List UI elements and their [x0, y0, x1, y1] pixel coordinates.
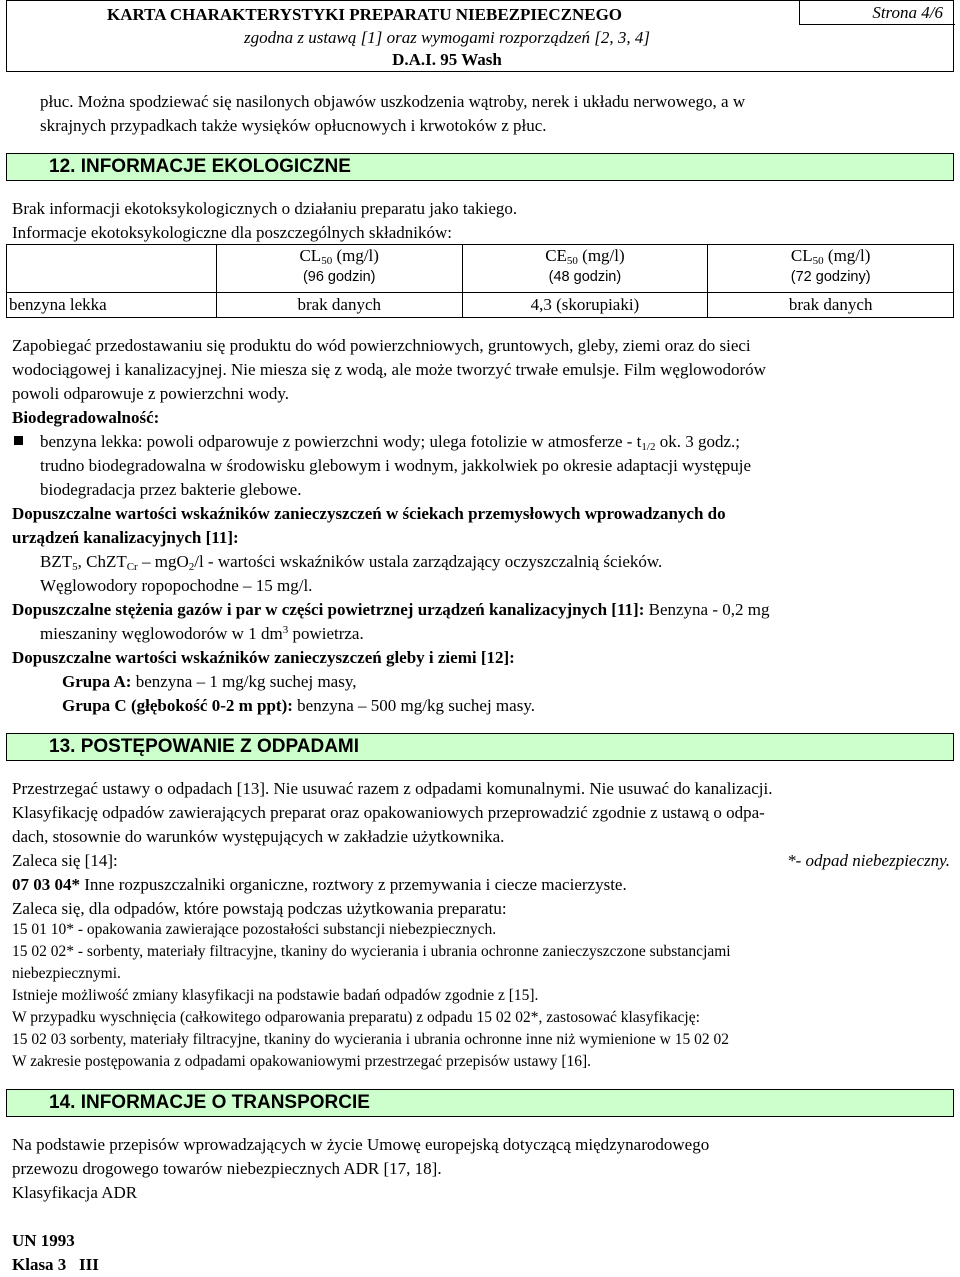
product-name: D.A.I. 95 Wash [392, 50, 502, 69]
section-13-heading: 13. POSTĘPOWANIE Z ODPADAMI [6, 733, 954, 761]
table-header-cl96: $CL_{50}$ (mg/l) (96 godzin) [216, 245, 462, 293]
bio-line-1: benzyna lekka: powoli odparowuje z powierzchni wody; ulega fotolizie w atmosferze - $t_{1/2}$ ok. 3 godz.; [40, 432, 740, 453]
s14-line-2: przewozu drogowego towarów niebezpiecznych ADR [17, 18]. [12, 1159, 442, 1178]
s13-line-3: dach, stosownie do warunków występujących w zakładzie użytkownika. [12, 827, 505, 846]
document-subtitle: zgodna z ustawą [1] oraz wymogami rozporządzeń [2, 3, 4] [243, 28, 650, 47]
limits-heading-1: Dopuszczalne wartości wskaźników zanieczyszczeń w ściekach przemysłowych wprowadzanych do [12, 504, 726, 523]
table-cell-value: 4,3 (skorupiaki) [462, 293, 708, 318]
s12-paragraph-2: Informacje ekotoksykologiczne dla poszczególnych składników: [12, 223, 452, 242]
s12-paragraph-1: Brak informacji ekotoksykologicznych o działaniu preparatu jako takiego. [12, 199, 518, 218]
hydrocarbons-line: Węglowodory ropopochodne – 15 mg/l. [40, 576, 313, 595]
s12-paragraph-3: wodociągowej i kanalizacyjnej. Nie miesza się z wodą, ale może tworzyć trwałe emulsje. Film węglowodorów [12, 360, 766, 379]
table-row [7, 293, 954, 318]
table-header-cl72: $CL_{50}$ (mg/l) (72 godziny) [708, 245, 954, 293]
table-cell-value: brak danych [708, 293, 954, 318]
s13-recommend-2: Zaleca się, dla odpadów, które powstają podczas użytkowania preparatu: [12, 899, 507, 918]
intro-line-2: skrajnych przypadkach także wysięków opłucnowych i krwotoków z płuc. [40, 116, 547, 135]
document-title: KARTA CHARAKTERYSTYKI PREPARATU NIEBEZPIECZNEGO [107, 5, 623, 24]
ecotox-table [6, 244, 954, 318]
waste-code-line: 07 03 04* Inne rozpuszczalniki organiczne, roztwory z przemywania i ciecze macierzyste. [12, 875, 627, 894]
square-bullet-icon [14, 436, 23, 445]
group-a-line: Grupa A: benzyna – 1 mg/kg suchej masy, [62, 672, 357, 691]
hazardous-waste-note: *- odpad niebezpieczny. [787, 851, 950, 870]
s13-small-7: W zakresie postępowania z odpadami opakowaniowymi przestrzegać przepisów ustawy [16]. [12, 1053, 592, 1070]
table-header-empty [7, 245, 217, 293]
s13-line-2: Klasyfikację odpadów zawierających preparat oraz opakowaniowych przeprowadzić zgodnie z ustawą o odpa- [12, 803, 765, 822]
section-14-heading: 14. INFORMACJE O TRANSPORCIE [6, 1089, 954, 1117]
intro-line-1: płuc. Można spodziewać się nasilonych objawów uszkodzenia wątroby, nerek i układu nerwowego, a w [40, 92, 746, 111]
bzt-line: $BZT_5$, ChZT$_{Cr}$ – mgO$_2$/l - wartości wskaźników ustala zarządzający oczyszczalnią ścieków. [40, 552, 663, 573]
limits-soil-heading: Dopuszczalne wartości wskaźników zanieczyszczeń gleby i ziemi [12]: [12, 648, 515, 667]
limits-gas-line-2: mieszaniny węglowodorów w 1 $dm^3$ powietrza. [40, 624, 364, 643]
biodegradability-heading: Biodegradowalność: [12, 408, 160, 427]
s13-small-2: 15 02 02* - sorbenty, materiały filtracyjne, tkaniny do wycierania i ubrania ochronne zanieczyszczone substancjami [12, 943, 731, 960]
table-cell-value: brak danych [216, 293, 462, 318]
group-c-line: Grupa C (głębokość 0-2 m ppt): benzyna – 500 mg/kg suchej masy. [62, 696, 535, 715]
bio-line-2: trudno biodegradowalna w środowisku glebowym i wodnym, jakkolwiek po okresie adaptacji występuje [40, 456, 752, 475]
s13-small-1: 15 01 10* - opakowania zawierające pozostałości substancji niebezpiecznych. [12, 921, 497, 938]
s13-small-3: niebezpiecznymi. [12, 965, 121, 982]
s13-recommend-label: Zaleca się [14]: [12, 851, 118, 870]
table-header-ce48: $CE_{50}$ (mg/l) (48 godzin) [462, 245, 708, 293]
s13-small-6: 15 02 03 sorbenty, materiały filtracyjne, tkaniny do wycierania i ubrania ochronne inne niż wymienione w 15 02 02 [12, 1031, 729, 1048]
s12-paragraph-3: Zapobiegać przedostawaniu się produktu do wód powierzchniowych, gruntowych, gleby, ziemi oraz do sieci [12, 336, 751, 355]
document-header [6, 0, 954, 72]
adr-class: Klasa 3 III [12, 1255, 99, 1274]
bio-line-3: biodegradacja przez bakterie glebowe. [40, 480, 302, 499]
s13-small-5: W przypadku wyschnięcia (całkowitego odparowania preparatu) z odpadu 15 02 02*, zastosować klasyfikację: [12, 1009, 700, 1026]
page-number: Strona 4/6 [799, 1, 955, 25]
un-number: UN 1993 [12, 1231, 75, 1250]
section-12-heading: 12. INFORMACJE EKOLOGICZNE [6, 153, 954, 181]
s13-small-4: Istnieje możliwość zmiany klasyfikacji na podstawie badań odpadów zgodnie z [15]. [12, 987, 539, 1004]
s12-paragraph-3: powoli odparowuje z powierzchni wody. [12, 384, 289, 403]
table-cell-name: benzyna lekka [7, 293, 217, 318]
limits-gas-line: Dopuszczalne stężenia gazów i par w części powietrznej urządzeń kanalizacyjnych [11]: Benzyna - 0,2 mg [12, 600, 770, 619]
s14-line-1: Na podstawie przepisów wprowadzających w życie Umowę europejską dotyczącą międzynarodowego [12, 1135, 710, 1154]
s14-line-3: Klasyfikacja ADR [12, 1183, 138, 1202]
s13-line-1: Przestrzegać ustawy o odpadach [13]. Nie usuwać razem z odpadami komunalnymi. Nie usuwać do kanalizacji. [12, 779, 773, 798]
limits-heading-1b: urządzeń kanalizacyjnych [11]: [12, 528, 239, 547]
